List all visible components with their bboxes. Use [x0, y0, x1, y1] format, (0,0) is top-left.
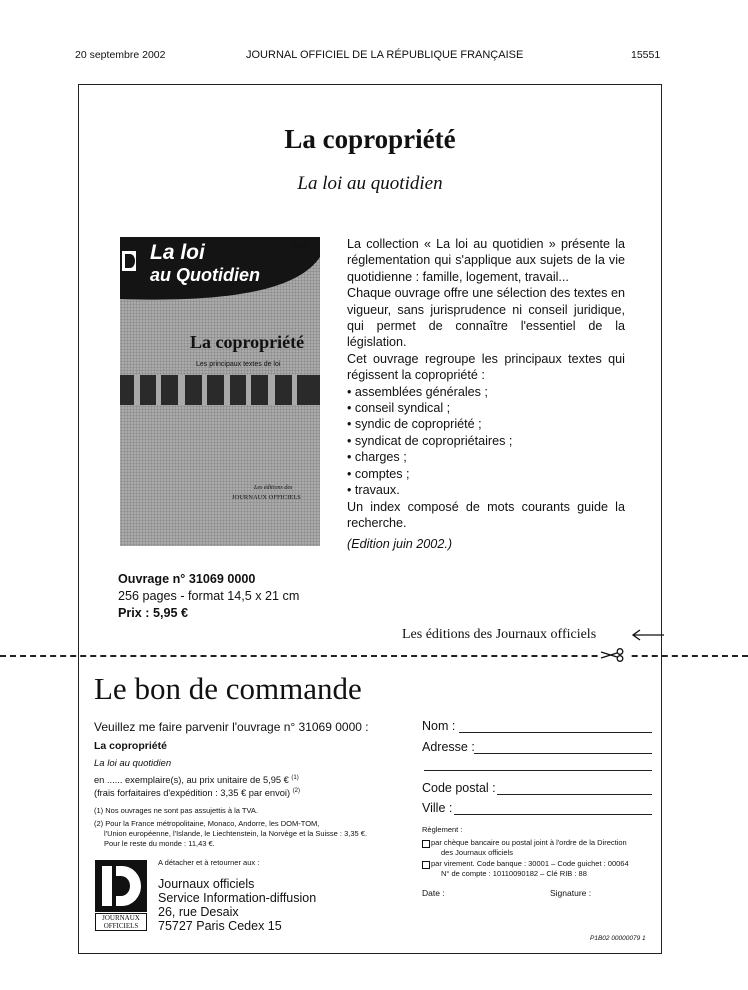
topics-list: [347, 384, 625, 499]
order-quantity-line: [94, 775, 299, 785]
payment-cheque-line2: des Journaux officiels: [441, 848, 513, 857]
adresse-field[interactable]: [474, 753, 652, 754]
adresse-field-line2[interactable]: [424, 770, 652, 771]
order-book-title: La copropriété: [94, 740, 167, 752]
topic-item: • syndicat de copropriétaires ;: [347, 433, 625, 449]
nom-field[interactable]: [459, 732, 652, 733]
adresse-label: Adresse :: [422, 740, 475, 754]
order-form-title: Le bon de commande: [94, 671, 362, 706]
header-page-number: 15551: [631, 49, 661, 61]
reference-code: P1B02 00000079 1: [590, 935, 646, 942]
page-format: 256 pages - format 14,5 x 21 cm: [118, 589, 300, 603]
footnote-1: (1) Nos ouvrages ne sont pas assujettis à la TVA.: [94, 806, 258, 815]
footnote-2-line1: (2) Pour la France métropolitaine, Monaco, Andorre, les DOM-TOM,: [94, 819, 320, 828]
scissors-icon: [600, 648, 626, 662]
code-postal-label: Code postal :: [422, 781, 496, 795]
arrow-left-icon: [630, 629, 666, 641]
cover-publisher-line1: Les éditions des: [254, 485, 293, 491]
logo-caption-line1: JOURNAUX: [102, 914, 140, 922]
return-address: [158, 877, 316, 933]
cut-line: [0, 655, 748, 657]
payment-cheque-line1: par chèque bancaire ou postal joint à l'ordre de la Direction: [431, 838, 627, 847]
topic-item: • syndic de copropriété ;: [347, 416, 625, 432]
payment-virement-line1: par virement. Code banque : 30001 – Code guichet : 00064: [431, 859, 629, 868]
quantity-text: en ...... exemplaire(s), au prix unitaire de 5,95 €: [94, 775, 289, 786]
ouvrage-number: Ouvrage n° 31069 0000: [118, 572, 256, 586]
cover-series-bottom: au Quotidien: [150, 265, 260, 285]
description-paragraph-2: Chaque ouvrage offre une sélection des textes en vigueur, sans jurisprudence ni conseil juridique, qui permet de connaître l'essentiel de la législation.: [347, 286, 625, 350]
description-intro: La collection « La loi au quotidien » présente la réglementation qui s'applique aux sujets de la vie quotidienne : famille, logement, travail...: [347, 237, 625, 284]
address-line: Journaux officiels: [158, 877, 255, 891]
price: Prix : 5,95 €: [118, 606, 189, 620]
nom-label: Nom :: [422, 719, 456, 733]
address-line: Service Information-diffusion: [158, 891, 317, 905]
cover-series-top: La loi: [150, 241, 205, 264]
footnote-2-line3: Pour le reste du monde : 11,43 €.: [104, 839, 215, 848]
editions-label: Les éditions des Journaux officiels: [402, 627, 597, 642]
logo-caption: [95, 913, 147, 931]
ville-field[interactable]: [454, 814, 652, 815]
topic-item: • assemblées générales ;: [347, 384, 625, 400]
return-label: A détacher et à retourner aux :: [158, 858, 260, 867]
order-request: Veuillez me faire parvenir l'ouvrage n° 31069 0000 :: [94, 720, 369, 734]
shipping-text: (frais forfaitaires d'expédition : 3,35 € par envoi): [94, 788, 291, 799]
description-paragraph-4: Un index composé de mots courants guide la recherche.: [347, 499, 625, 530]
address-line: 75727 Paris Cedex 15: [158, 919, 282, 933]
topic-item: • charges ;: [347, 449, 625, 465]
signature-label: Signature :: [550, 888, 592, 898]
cover-title: La copropriété: [190, 332, 305, 352]
order-book-subtitle: La loi au quotidien: [94, 758, 172, 769]
topic-item: • travaux.: [347, 482, 625, 498]
payment-virement-line2: N° de compte : 10110090182 – Clé RIB : 88: [441, 869, 587, 878]
journaux-officiels-logo: [95, 860, 147, 932]
reglement-label: Règlement :: [422, 825, 463, 834]
cover-publisher-line2: JOURNAUX OFFICIELS: [232, 494, 301, 501]
topic-item: • comptes ;: [347, 466, 625, 482]
logo-mark: [95, 860, 147, 912]
book-description: [347, 236, 625, 553]
quantity-note-ref: (1): [291, 775, 299, 781]
book-subtitle: La loi au quotidien: [297, 173, 443, 194]
topic-item: • conseil syndical ;: [347, 400, 625, 416]
cover-year: 2002: [290, 241, 308, 250]
cover-subtitle: Les principaux textes de loi: [196, 361, 281, 368]
header-journal-title: JOURNAL OFFICIEL DE LA RÉPUBLIQUE FRANÇAISE: [246, 49, 524, 61]
footnote-2-line2: l'Union européenne, l'Islande, le Liechtenstein, la Norvège et la Suisse : 3,35 €.: [104, 829, 368, 838]
address-line: 26, rue Desaix: [158, 905, 239, 919]
book-cover-image: [120, 237, 320, 546]
logo-caption-line2: OFFICIELS: [103, 922, 139, 930]
header-date: 20 septembre 2002: [75, 49, 166, 61]
code-postal-field[interactable]: [497, 794, 652, 795]
shipping-note-ref: (2): [292, 788, 301, 794]
description-paragraph-3: Cet ouvrage regroupe les principaux textes qui régissent la copropriété :: [347, 351, 625, 383]
virement-checkbox[interactable]: [422, 861, 430, 869]
book-specs: [118, 571, 299, 622]
book-title: La copropriété: [284, 124, 456, 154]
date-label: Date :: [422, 888, 445, 898]
ville-label: Ville :: [422, 801, 453, 815]
edition-note: (Edition juin 2002.): [347, 537, 453, 552]
order-shipping-line: [94, 788, 300, 798]
cheque-checkbox[interactable]: [422, 840, 430, 848]
